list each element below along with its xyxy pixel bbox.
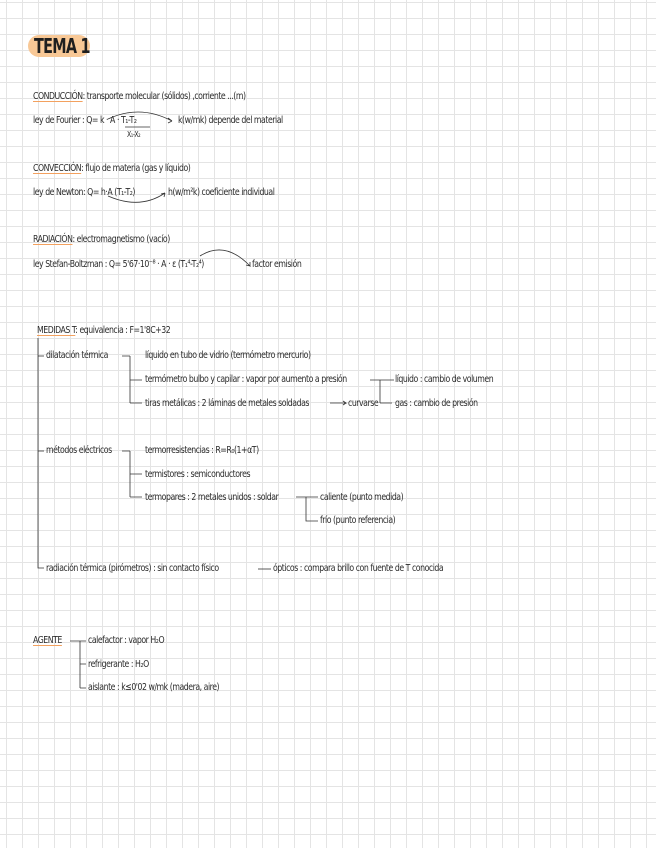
opticos: ópticos : compara brillo con fuente de T conocida <box>273 563 444 574</box>
medidas-equivalence: : equivalencia : F=1'8C+32 <box>75 325 171 336</box>
conduccion-law: ley de Fourier : Q= k · A · T₁-T₂ <box>33 115 137 126</box>
conveccion-law: ley de Newton: Q= h·A (T₁-T₂) <box>33 187 135 198</box>
termopar-fork <box>296 497 318 521</box>
medidas-trunk <box>38 338 44 568</box>
radiacion-law: ley Stefan-Boltzman : Q= 5'67·10⁻⁸ · A · ε (T₁⁴-T₂⁴) <box>33 259 204 270</box>
dilatacion-fork <box>122 356 142 403</box>
conveccion-note: h(w/m²k) coeficiente individual <box>168 187 275 198</box>
conduccion-denominator: X₁-X₂ <box>127 130 141 139</box>
agente-fork <box>70 641 86 688</box>
radiacion-heading: RADIACIÓN <box>33 234 73 245</box>
electricos-item-1: termorresistencias : R=R₀(1+αT) <box>145 445 259 456</box>
bulbo-liquido: líquido : cambio de volumen <box>395 374 494 385</box>
agente-heading-text: AGENTE <box>33 635 62 646</box>
dilatacion-item-3: tiras metálicas : 2 láminas de metales soldadas <box>145 398 309 409</box>
radiacion-note: factor emisión <box>252 259 302 270</box>
electricos-label: métodos eléctricos <box>46 445 112 456</box>
conveccion-desc: : flujo de materia (gas y líquido) <box>81 163 191 174</box>
termopar-caliente: caliente (punto medida) <box>320 492 404 503</box>
agente-item-3: aislante : k≤0'02 w/mk (madera, aire) <box>88 682 220 693</box>
page-title: TEMA 1 <box>34 34 90 58</box>
fourier-arc <box>108 112 172 123</box>
termopar-frio: frío (punto referencia) <box>320 515 396 526</box>
bulbo-fork <box>370 380 394 403</box>
conveccion-heading: CONVECCIÓN <box>33 163 82 174</box>
stefan-arc <box>200 250 250 266</box>
radiacion-desc: : electromagnetismo (vacío) <box>72 234 170 245</box>
electricos-fork <box>122 451 142 497</box>
conduccion-heading: CONDUCCIÓN <box>33 91 83 102</box>
conduccion-note: k(w/mk) depende del material <box>178 115 283 126</box>
newton-arc <box>108 193 165 202</box>
agente-item-2: refrigerante : H₂O <box>88 659 149 670</box>
tiras-effect: curvarse <box>348 398 379 409</box>
dilatacion-item-1: líquido en tubo de vidrio (termómetro mercurio) <box>145 350 311 361</box>
tiras-arrow <box>330 401 346 405</box>
dilatacion-label: dilatación térmica <box>46 350 108 361</box>
dilatacion-item-2: termómetro bulbo y capilar : vapor por aumento a presión <box>145 374 347 385</box>
conduccion-desc: : transporte molecular (sólidos) ,corriente ...(m) <box>82 91 246 102</box>
agente-item-1: calefactor : vapor H₂O <box>88 635 165 646</box>
bulbo-gas: gas : cambio de presión <box>395 398 478 409</box>
medidas-heading: MEDIDAS T <box>37 325 76 336</box>
radiacion-termica: radiación térmica (pirómetros) : sin contacto físico <box>46 563 219 574</box>
electricos-item-3: termopares : 2 metales unidos : soldar <box>145 492 279 503</box>
electricos-item-2: termistores : semiconductores <box>145 469 251 480</box>
